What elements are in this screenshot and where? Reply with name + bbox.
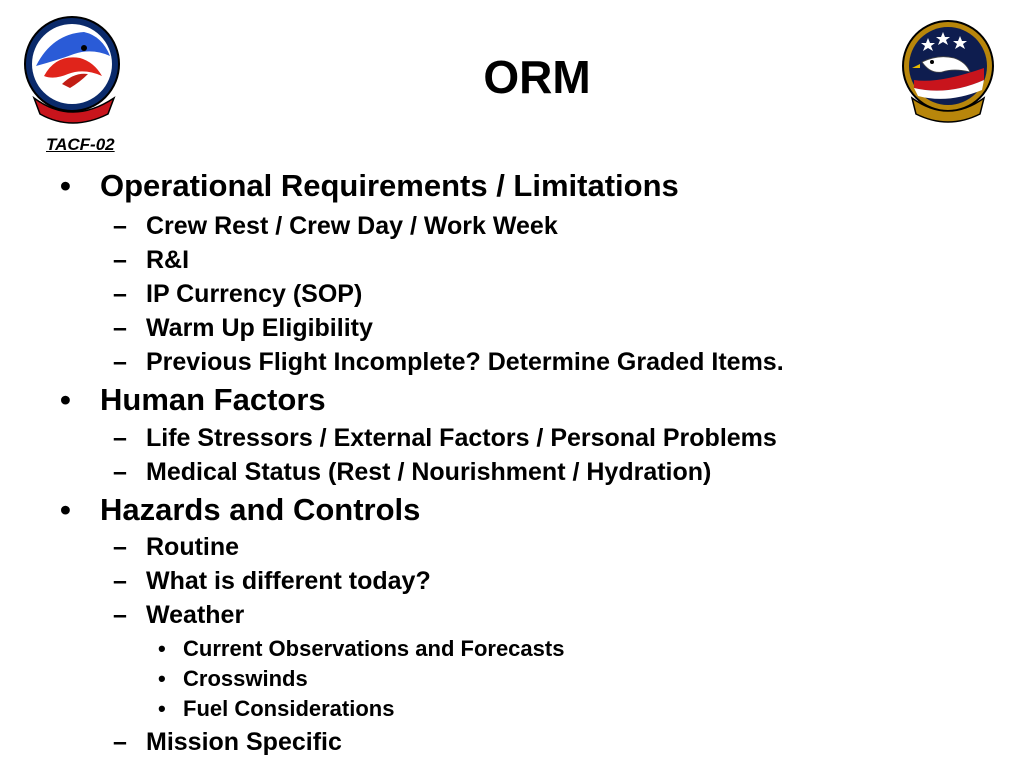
slide-tag: TACF-02 bbox=[46, 135, 115, 154]
slide-title: ORM bbox=[483, 51, 591, 103]
slide: TACF-02 ORM • Operational Requirements / Limitations – Crew Rest / Crew Day / Work Week – R&I – IP Currency (SOP) – Warm Up Eligibility – Previous Flight Incomplete? Determine Graded Items. • Human Factors – Life Stressors / External Factors / Personal Problems – Medical Status (Rest / Nourishment / Hydration) • Hazards and Controls – Routine – What is different today? – Weather • Current Observations and Forecasts • Crosswinds • Fuel Considerations – Mission Specific bbox=[0, 0, 1024, 768]
